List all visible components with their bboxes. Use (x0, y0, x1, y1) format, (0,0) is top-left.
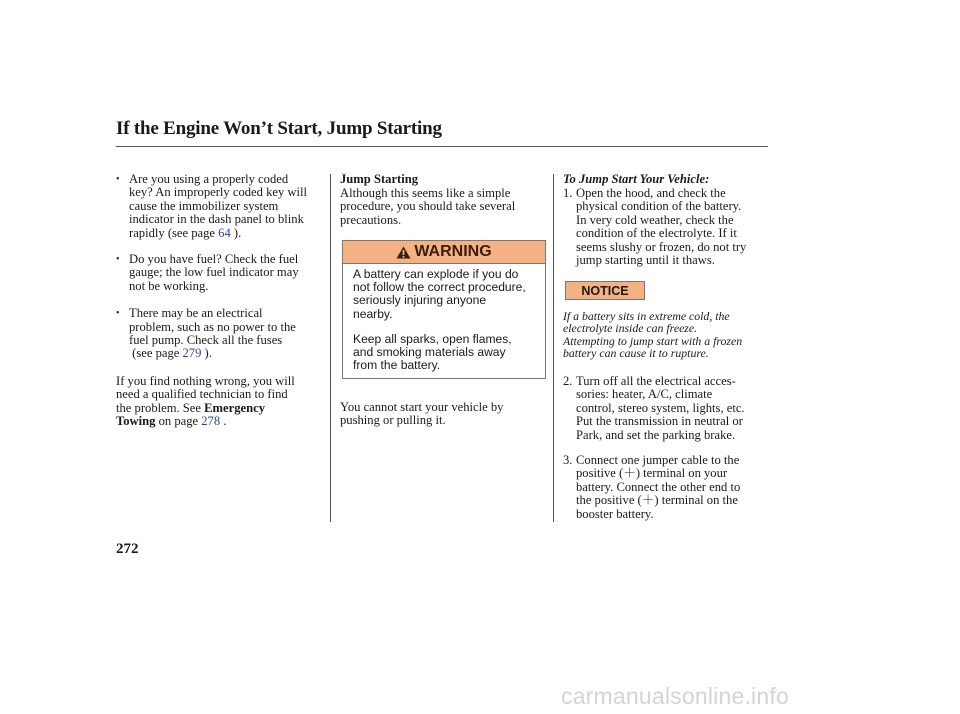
step-line: Park, and set the parking brake. (576, 427, 736, 442)
step-line: the positive (＋) terminal on the (576, 493, 738, 508)
step-line: control, stereo system, lights, etc. (576, 400, 745, 415)
xref-towing: Towing (116, 414, 156, 429)
step-line: positive (＋) terminal on your (576, 466, 728, 481)
intro-paragraph (340, 187, 540, 227)
text-run: (see page (129, 346, 183, 361)
bullet-line: cause the immobilizer system (129, 198, 279, 213)
watermark: carmanualsonline.info (561, 683, 789, 709)
notice-line: electrolyte inside can freeze. (563, 321, 698, 336)
step-line: battery. Connect the other end to (576, 479, 741, 494)
warning-line: nearby. (353, 306, 393, 321)
text-run: ). (230, 225, 242, 240)
warning-header (343, 241, 545, 264)
xref-emergency: Emergency (204, 400, 265, 415)
spacer (353, 321, 539, 333)
steps-heading: To Jump Start Your Vehicle: (563, 172, 710, 186)
warning-triangle-icon (396, 246, 411, 259)
para-line (116, 415, 322, 428)
closing-paragraph (340, 401, 540, 428)
bullet-item (116, 307, 322, 361)
step-line: sories: heater, A/C, climate (576, 387, 713, 402)
bullet-line (129, 227, 322, 240)
step-number: 3. (563, 453, 573, 467)
para-line: procedure, you should take several (340, 199, 516, 214)
warning-line: seriously injuring anyone (353, 293, 487, 308)
page-title: If the Engine Won’t Start, Jump Starting (116, 118, 442, 139)
step-line: condition of the electrolyte. If it (576, 226, 737, 241)
warning-text (353, 268, 539, 372)
bullet-line (129, 347, 322, 360)
text-run: . (220, 414, 227, 429)
step-line: physical condition of the battery. (576, 199, 742, 214)
step-3 (563, 454, 768, 521)
step-line: Connect one jumper cable to the (576, 453, 740, 467)
notice-text (563, 310, 768, 360)
warning-line: and smoking materials away (353, 345, 506, 360)
text-run: rapidly (see page (129, 225, 219, 240)
warning-line: Keep all sparks, open flames, (353, 331, 512, 346)
bullet-item (116, 253, 322, 293)
bullet-line: not be working. (129, 278, 209, 293)
notice-line: Attempting to jump start with a frozen (563, 333, 743, 348)
warning-label: WARNING (414, 243, 492, 260)
bullet-dot: • (116, 254, 120, 266)
bullet-dot: • (116, 308, 120, 320)
para-line: need a qualified technician to find (116, 387, 288, 402)
bullet-dot: • (116, 174, 120, 185)
title-rule (116, 146, 768, 147)
text-run: ). (201, 346, 212, 361)
text-run: on page (155, 414, 202, 429)
bullet-line: indicator in the dash panel to blink (129, 212, 304, 227)
warning-line: not follow the correct procedure, (353, 280, 526, 295)
bullet-item (116, 173, 322, 240)
warning-line: from the battery. (353, 358, 441, 373)
step-2 (563, 375, 768, 442)
column-divider-left (330, 174, 331, 522)
step-number: 2. (563, 374, 573, 388)
warning-box (342, 240, 546, 379)
step-1 (563, 187, 768, 267)
step-line: Open the hood, and check the (576, 186, 726, 200)
notice-badge: NOTICE (565, 281, 645, 300)
bullet-line: Are you using a properly coded (129, 172, 289, 186)
left-column (116, 173, 322, 429)
bullet-line: There may be an electrical (129, 306, 263, 321)
page-number: 272 (116, 541, 139, 557)
step-number: 1. (563, 186, 573, 200)
text-run: the problem. See (116, 400, 205, 415)
step-line: booster battery. (576, 506, 654, 521)
notice-line: If a battery sits in extreme cold, the (563, 309, 730, 323)
step-line: seems slushy or frozen, do not try (576, 239, 747, 254)
page-link-279[interactable]: 279 (182, 346, 202, 361)
para-line: Although this seems like a simple (340, 186, 511, 200)
section-heading: Jump Starting (340, 172, 419, 186)
para-line: precautions. (340, 212, 402, 227)
column-divider-right (553, 174, 554, 522)
step-line: Turn off all the electrical acces- (576, 374, 736, 388)
bullet-line: key? An improperly coded key will (129, 185, 308, 200)
page-link-278[interactable]: 278 (201, 414, 221, 429)
para-line: pushing or pulling it. (340, 413, 446, 428)
bullet-line: gauge; the low fuel indicator may (129, 265, 299, 280)
bullet-line: fuel pump. Check all the fuses (129, 333, 283, 348)
bullet-line: problem, such as no power to the (129, 319, 296, 334)
bullet-line: Do you have fuel? Check the fuel (129, 252, 299, 267)
warning-line: A battery can explode if you do (353, 267, 519, 281)
step-line: Put the transmission in neutral or (576, 414, 743, 429)
step-line: In very cold weather, check the (576, 212, 734, 227)
para-line: You cannot start your vehicle by (340, 400, 504, 414)
para-line: If you find nothing wrong, you will (116, 373, 295, 388)
page-link-64[interactable]: 64 (218, 225, 231, 240)
conclusion-paragraph (116, 375, 322, 429)
step-line: jump starting until it thaws. (576, 253, 715, 268)
notice-line: battery can cause it to rupture. (563, 346, 709, 361)
para-line (116, 402, 322, 415)
